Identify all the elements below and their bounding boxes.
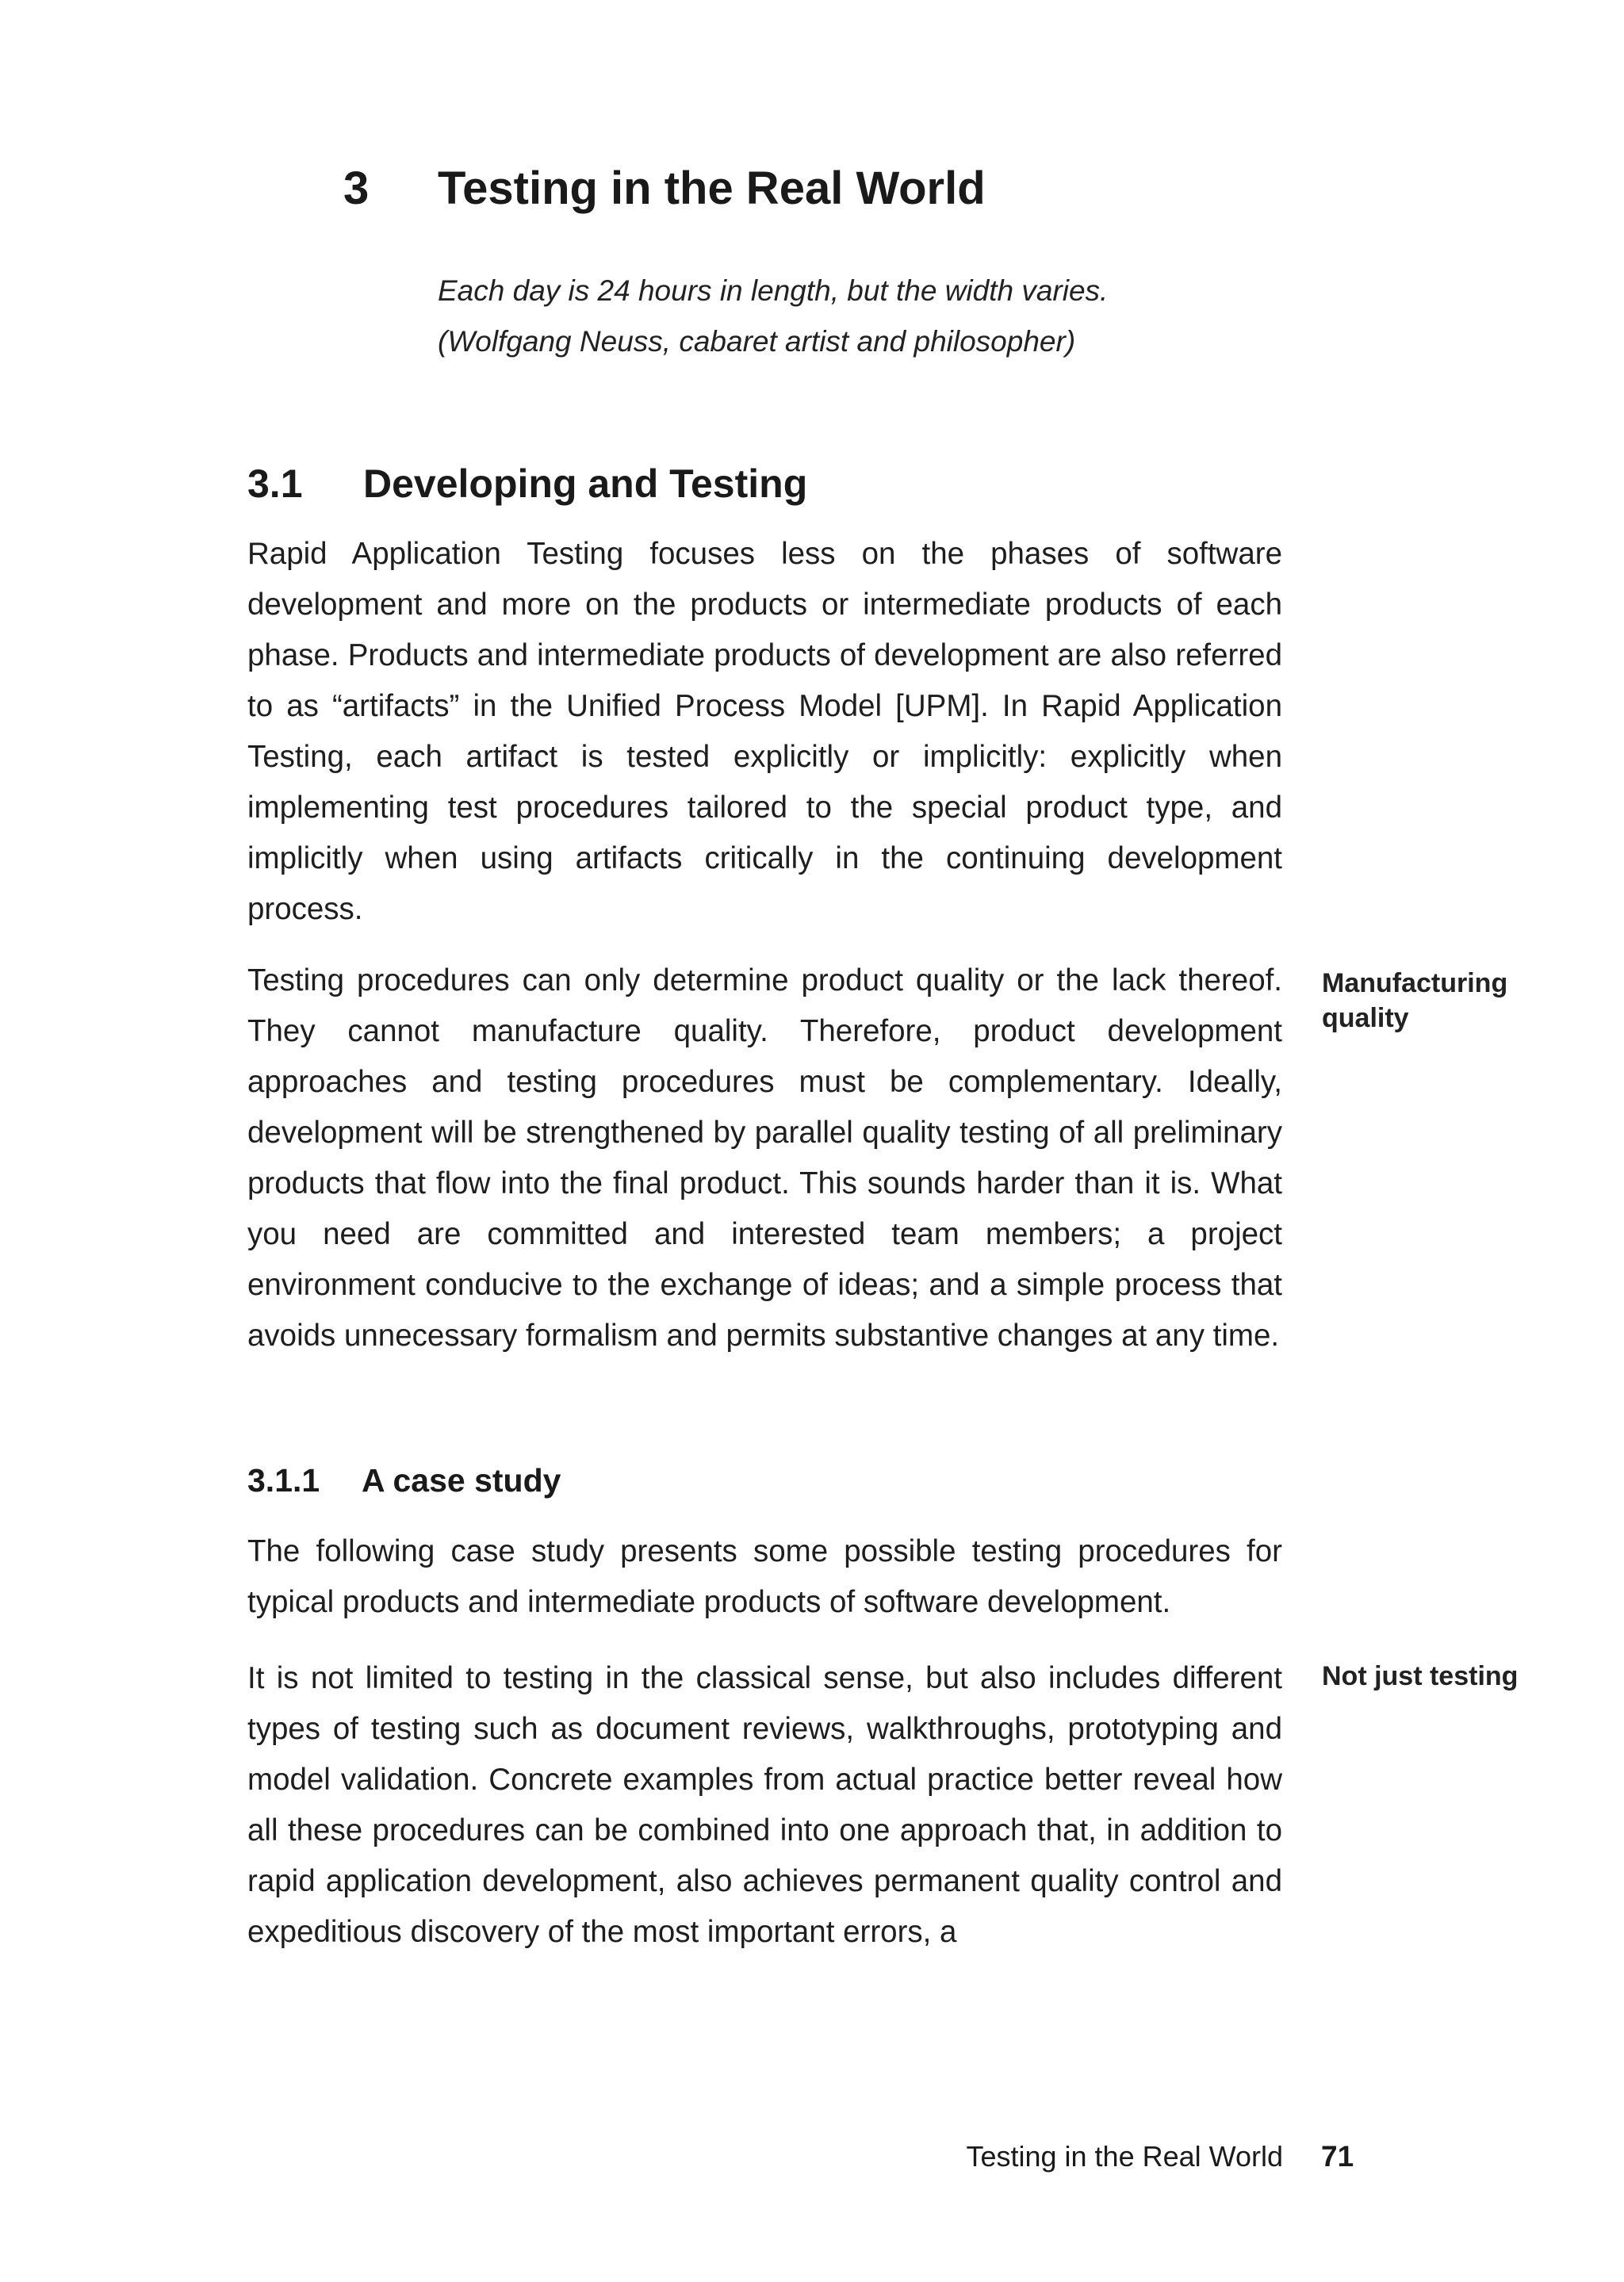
chapter-epigraph: [438, 266, 1199, 367]
subsection-title: A case study: [362, 1462, 561, 1499]
section-paragraph-1: Rapid Application Testing focuses less on the phases of software development and more on the products or intermediate products of each phase. Products and intermediate products of development are also referred to as “artifacts” in the Unified Process Model [UPM]. In Rapid Application Testing, each artifact is tested explicitly or implicitly: explicitly when implementing test procedures tailored to the special product type, and implicitly when using artifacts critically in the continuing development process.: [247, 537, 1282, 926]
running-footer-title: Testing in the Real World: [966, 2140, 1283, 2173]
chapter-title: Testing in the Real World: [438, 163, 986, 214]
section-number: 3.1: [247, 461, 303, 506]
margin-note-manufacturing-quality: Manufacturing quality: [1322, 968, 1508, 1033]
subsection-number: 3.1.1: [247, 1462, 320, 1499]
section-title: Developing and Testing: [363, 461, 808, 506]
subsection-paragraph-1: The following case study presents some possible testing procedures for typical products and intermediate products of software development.: [247, 1534, 1282, 1619]
chapter-number: 3: [343, 163, 370, 214]
page-number: 71: [1321, 2140, 1354, 2173]
epigraph-text: Each day is 24 hours in length, but the width varies. (Wolfgang Neuss, cabaret artist and philosopher): [438, 274, 1109, 358]
margin-note-not-just-testing: Not just testing: [1322, 1661, 1519, 1691]
subsection-paragraph-2: It is not limited to testing in the classical sense, but also includes different types of testing such as document reviews, walkthroughs, prototyping and model validation. Concrete examples from actual practice better reveal how all these procedures can be combined into one approach that, in addition to rapid application development, also achieves permanent quality control and expeditious discovery of the most important errors, a: [247, 1661, 1282, 1949]
section-paragraph-2: Testing procedures can only determine product quality or the lack thereof. They cannot manufacture quality. Therefore, product development approaches and testing procedures must be complementary. Ideally, development will be strengthened by parallel quality testing of all preliminary products that flow into the final product. This sounds harder than it is. What you need are committed and interested team members; a project environment conducive to the exchange of ideas; and a simple process that avoids unnecessary formalism and permits substantive changes at any time.: [247, 963, 1282, 1353]
